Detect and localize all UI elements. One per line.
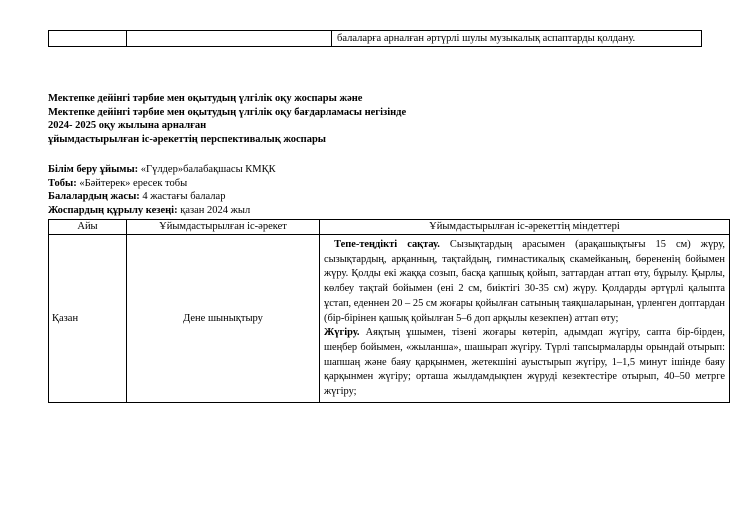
header-line: Мектепке дейінгі тәрбие мен оқытудың үлгілік оқу жоспары және <box>48 93 363 104</box>
org-value: «Гүлдер»балабақшасы КМҚК <box>138 164 276 175</box>
age-line <box>48 190 708 204</box>
balance-text: Сызықтардың арасымен (арақашықтығы 15 см) жүру, сызықтардың, арқанның, тақтайдың, гимнастикалық скамейканың, бөрененің бойымен жүру. Қолды екі жаққа созып, басқа қапшық қойып, заттардан аттап өту, бұрылу. Қырлы, көлбеу тақтай бойымен (ені 2 см, биіктігі 30-35 см) жүру. Қолдарды әртүрлі қалыпта ұстап, еденнен 20 – 25 см жоғары қойылған сатының таяқшаларынан, үрленген доптардан (бір-бірінен қашық қойылған 5–6 доп арқылы кезекпен) аттап өту; <box>324 239 725 324</box>
month-cell: Қазан <box>49 235 127 403</box>
plan-header <box>48 92 708 146</box>
table-cell: балаларға арналған әртүрлі шулы музыкалық аспаптарды қолдану. <box>332 31 702 47</box>
column-header-month: Айы <box>49 220 127 235</box>
balance-title: Тепе-теңдікті сақтау. <box>334 239 440 250</box>
org-label: Білім беру ұйымы: <box>48 164 139 175</box>
tasks-cell <box>320 235 730 403</box>
column-header-tasks: Ұйымдастырылған іс-әрекеттің міндеттері <box>320 220 730 235</box>
period-value: қазан 2024 жыл <box>177 204 251 216</box>
age-label: Балалардың жасы: <box>48 191 140 202</box>
table-cell <box>49 31 127 47</box>
balance-paragraph <box>324 238 725 326</box>
walk-paragraph <box>324 326 725 400</box>
activity-cell: Дене шынықтыру <box>127 235 320 403</box>
table-cell <box>127 31 332 47</box>
header-line: 2024- 2025 оқу жылына арналған <box>48 120 207 131</box>
header-line: ұйымдастырылған іс-әрекеттің перспективалық жоспары <box>48 133 326 145</box>
group-line <box>48 177 708 191</box>
age-value: 4 жастағы балалар <box>139 191 226 202</box>
table-row <box>49 31 702 47</box>
header-line: Мектепке дейінгі тәрбие мен оқытудың үлгілік оқу бағдарламасы негізінде <box>48 106 407 118</box>
plan-info <box>48 163 708 217</box>
table-row <box>49 235 730 403</box>
plan-table <box>48 219 730 403</box>
table-header-row <box>49 220 730 235</box>
period-line <box>48 204 708 218</box>
group-label: Тобы: <box>48 177 77 189</box>
column-header-activity: Ұйымдастырылған іс-әрекет <box>127 220 320 235</box>
period-label: Жоспардың құрылу кезеңі: <box>48 204 178 216</box>
walk-text: Аяқтың ұшымен, тізені жоғары көтеріп, адымдап жүгіру, сапта бір-бірден, шеңбер бойымен, «жыланша», шашырап жүгіру. Түрлі тапсырмаларды орындай отырып: шапшаң және баяу қарқынмен, жетекшіні ауыстырып жүгіру, 1–1,5 минут ішінде баяу қарқынмен жүгіру; орташа жылдамдықпен жүруді кезектестіре отырып, 40–50 метрге жүгіру; <box>324 327 725 398</box>
top-table <box>48 30 702 47</box>
org-line <box>48 163 708 177</box>
group-value: «Бәйтерек» ересек тобы <box>76 177 188 189</box>
walk-title: Жүгіру. <box>324 327 360 339</box>
